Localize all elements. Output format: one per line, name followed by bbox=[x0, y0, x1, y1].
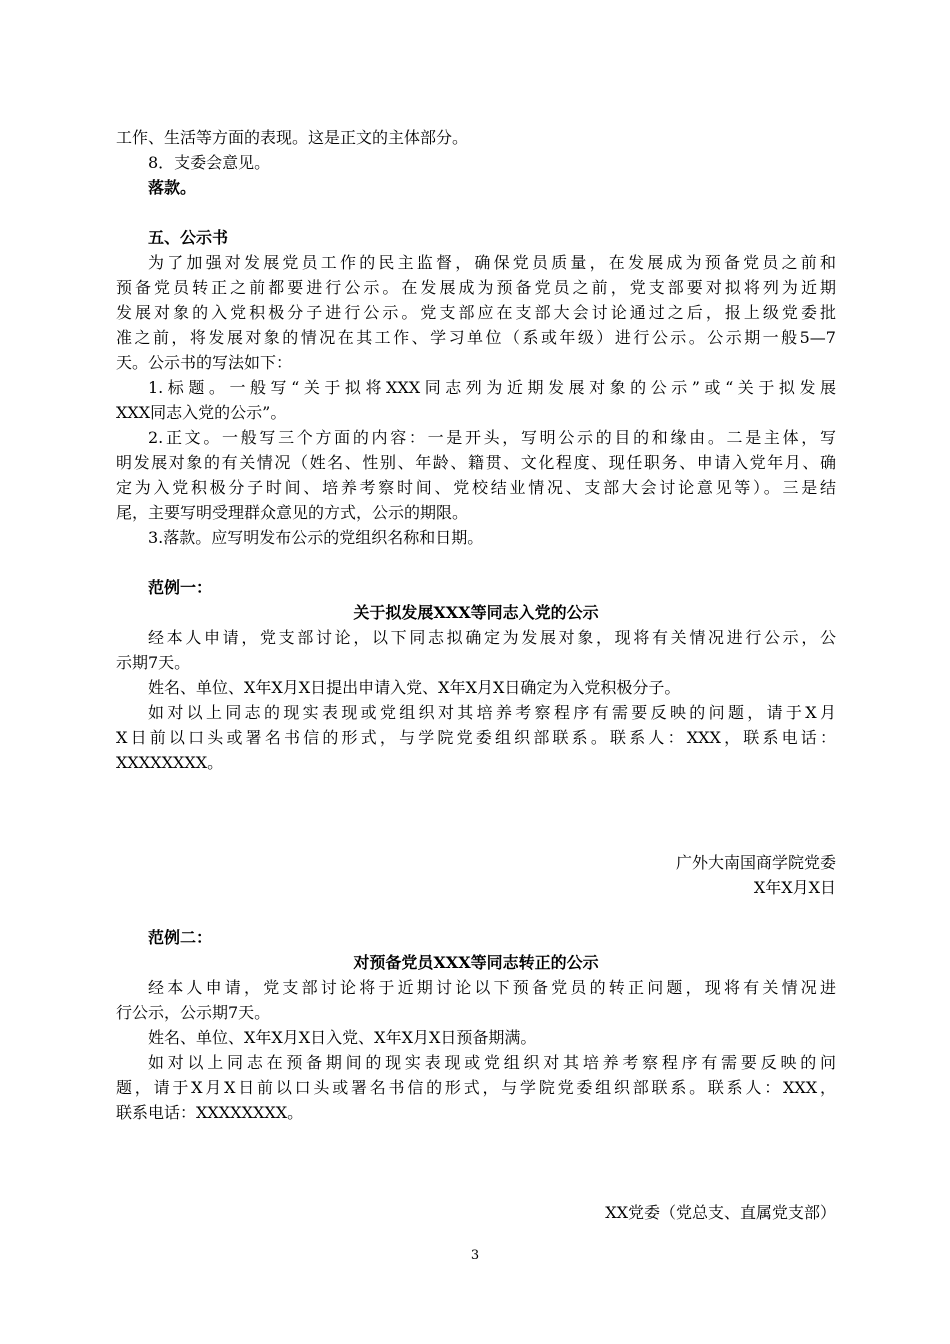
body-line: 示期7天。 bbox=[116, 653, 191, 672]
body-line: 为了加强对发展党员工作的民主监督，确保党员质量，在发展成为预备党员之前和 bbox=[148, 253, 836, 272]
signature-org: XX党委（党总支、直属党支部） bbox=[605, 1203, 836, 1222]
body-line: 尾，主要写明受理群众意见的方式，公示的期限。 bbox=[116, 503, 469, 522]
body-line: 预备党员转正之前都要进行公示。在发展成为预备党员之前，党支部要对拟将列为近期 bbox=[116, 278, 836, 297]
body-line: 经本人申请，党支部讨论，以下同志拟确定为发展对象，现将有关情况进行公示，公 bbox=[148, 628, 836, 647]
section-heading: 五、公示书 bbox=[148, 228, 229, 247]
body-line: XXXXXXXX。 bbox=[116, 753, 224, 772]
page-number: 3 bbox=[470, 1248, 480, 1263]
body-line: 定为入党积极分子时间、培养考察时间、党校结业情况、支部大会讨论意见等）。三是结 bbox=[116, 478, 836, 497]
body-line: 工作、生活等方面的表现。这是正文的主体部分。 bbox=[116, 128, 469, 147]
signature-org: 广外大南国商学院党委 bbox=[675, 853, 836, 872]
body-line: 1.标题。一般写“关于拟将XXX同志列为近期发展对象的公示”或“关于拟发展 bbox=[148, 378, 836, 397]
body-line: 发展对象的入党积极分子进行公示。党支部应在支部大会讨论通过之后，报上级党委批 bbox=[116, 303, 836, 322]
body-line: 姓名、单位、X年X月X日入党、X年X月X日预备期满。 bbox=[148, 1028, 537, 1047]
body-line: 天。公示书的写法如下： bbox=[116, 353, 293, 372]
body-line: 明发展对象的有关情况（姓名、性别、年龄、籍贯、文化程度、现任职务、申请入党年月、确 bbox=[116, 453, 836, 472]
example-title: 关于拟发展XXX等同志入党的公示 bbox=[353, 603, 599, 622]
section-label: 落款。 bbox=[148, 178, 197, 197]
body-line: 如对以上同志在预备期间的现实表现或党组织对其培养考察程序有需要反映的问 bbox=[148, 1053, 836, 1072]
signature-date: X年X月X日 bbox=[753, 878, 836, 897]
body-line: 8．支委会意见。 bbox=[148, 153, 271, 172]
body-line: 行公示，公示期7天。 bbox=[116, 1003, 271, 1022]
body-line: XXX同志入党的公示”。 bbox=[116, 403, 287, 422]
body-line: 如对以上同志的现实表现或党组织对其培养考察程序有需要反映的问题，请于X月 bbox=[148, 703, 836, 722]
body-line: 3.落款。应写明发布公示的党组织名称和日期。 bbox=[148, 528, 484, 547]
body-line: 姓名、单位、X年X月X日提出申请入党、X年X月X日确定为入党积极分子。 bbox=[148, 678, 681, 697]
example-label: 范例一： bbox=[148, 578, 213, 597]
body-line: 准之前，将发展对象的情况在其工作、学习单位（系或年级）进行公示。公示期一般5—7 bbox=[116, 328, 836, 347]
body-line: X日前以口头或署名书信的形式，与学院党委组织部联系。联系人：XXX，联系电话： bbox=[116, 728, 836, 747]
example-label: 范例二： bbox=[148, 928, 213, 947]
body-line: 联系电话：XXXXXXXX。 bbox=[116, 1103, 304, 1122]
example-title: 对预备党员XXX等同志转正的公示 bbox=[353, 953, 599, 972]
body-line: 经本人申请，党支部讨论将于近期讨论以下预备党员的转正问题，现将有关情况进 bbox=[148, 978, 836, 997]
body-line: 题，请于X月X日前以口头或署名书信的形式，与学院党委组织部联系。联系人：XXX， bbox=[116, 1078, 836, 1097]
body-line: 2.正文。一般写三个方面的内容：一是开头，写明公示的目的和缘由。二是主体，写 bbox=[148, 428, 836, 447]
